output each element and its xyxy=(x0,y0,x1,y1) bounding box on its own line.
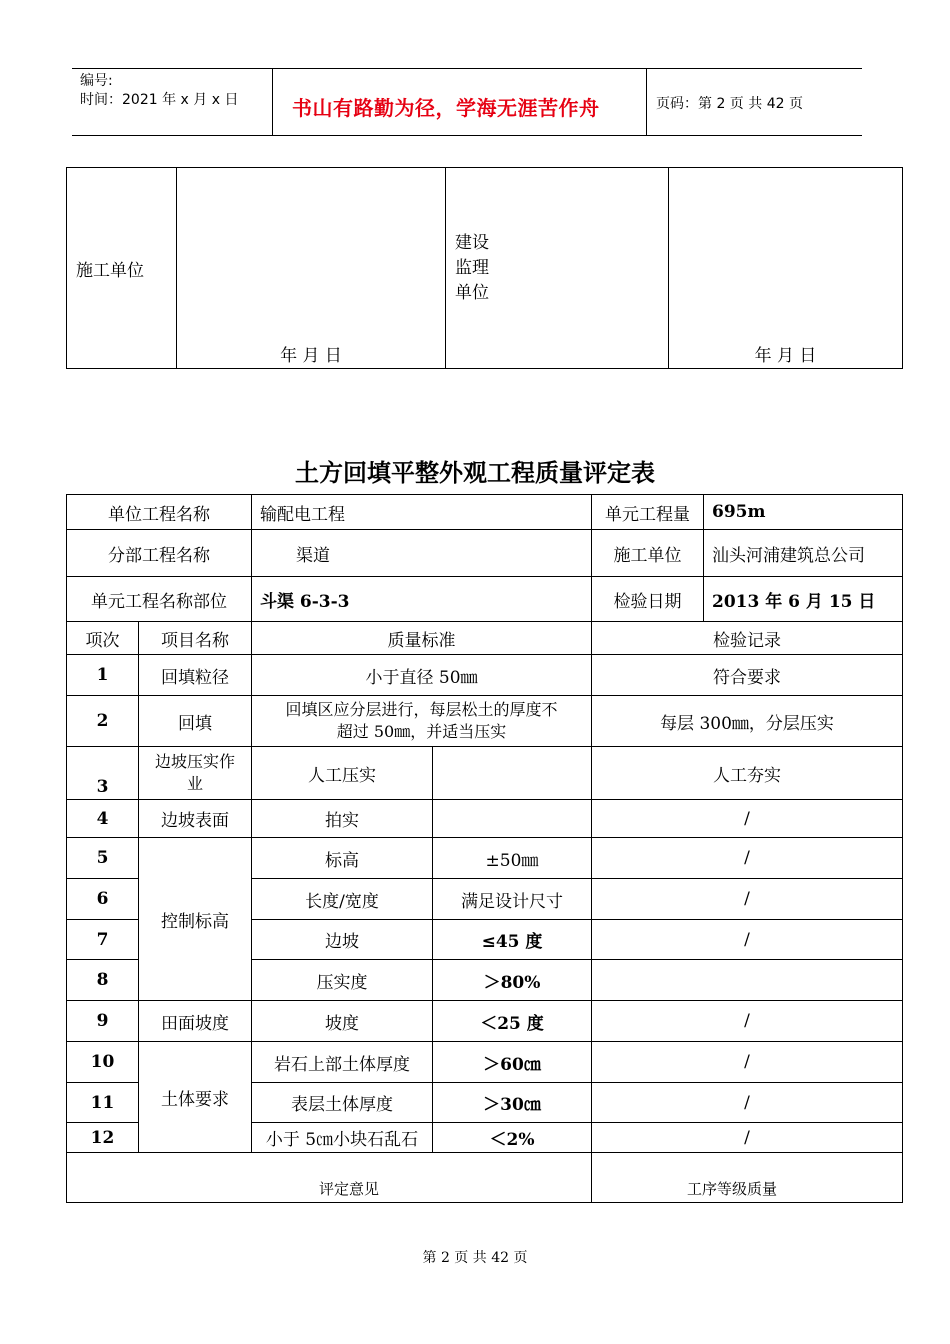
row-7-standard: ≤45 度 xyxy=(433,920,592,960)
row-5-standard: ±50㎜ xyxy=(433,838,592,879)
row-3-standard: 人工压实 xyxy=(252,747,433,800)
header-bottom-rule xyxy=(72,135,862,136)
row-12-standard: ＜2% xyxy=(433,1123,592,1153)
row-8-sub: 压实度 xyxy=(252,960,433,1001)
soil-requirement-group: 土体要求 xyxy=(139,1042,252,1153)
row-9-standard: ＜25 度 xyxy=(433,1001,592,1042)
element-name-label: 单元工程名称部位 xyxy=(67,577,252,622)
header-top-rule xyxy=(72,68,862,69)
sub-project-label: 分部工程名称 xyxy=(67,530,252,577)
construction-unit-label: 施工单位 xyxy=(67,168,177,369)
inspection-date-label: 检验日期 xyxy=(592,577,704,622)
form-title: 土方回填平整外观工程质量评定表 xyxy=(295,458,655,487)
row-2-standard-line-1: 回填区应分层进行，每层松土的厚度不 xyxy=(285,700,558,719)
row-3-name xyxy=(139,747,252,800)
row-10-sub: 岩石上部土体厚度 xyxy=(252,1042,433,1083)
header-motto: 书山有路勤为径，学海无涯苦作舟 xyxy=(292,96,600,120)
row-1-record: 符合要求 xyxy=(592,655,903,696)
signature-table xyxy=(66,167,903,369)
row-5-sub: 标高 xyxy=(252,838,433,879)
row-9-name: 田面坡度 xyxy=(139,1001,252,1042)
row-5-record: / xyxy=(592,838,903,879)
evaluation-opinion-label: 评定意见 xyxy=(67,1153,592,1203)
col-inspection-record: 检验记录 xyxy=(592,622,903,655)
doc-code-label: 编号: xyxy=(80,73,113,89)
row-9-record: / xyxy=(592,1001,903,1042)
row-8-record xyxy=(592,960,903,1001)
row-8-no: 8 xyxy=(67,960,139,1001)
row-11-record: / xyxy=(592,1083,903,1123)
row-10-record: / xyxy=(592,1042,903,1083)
row-2-name: 回填 xyxy=(139,696,252,747)
row-2-record: 每层 300㎜，分层压实 xyxy=(592,696,903,747)
row-10-no: 10 xyxy=(67,1042,139,1083)
inspection-date-value: 2013 年 6 月 15 日 xyxy=(704,577,903,622)
col-item-name: 项目名称 xyxy=(139,622,252,655)
row-1-standard: 小于直径 50㎜ xyxy=(252,655,592,696)
supervision-sign-date: 年 月 日 xyxy=(669,168,903,369)
unit-quantity-value: 695m xyxy=(704,495,903,530)
unit-quantity-label: 单元工程量 xyxy=(592,495,704,530)
row-8-standard: ＞80% xyxy=(433,960,592,1001)
page-footer: 第 2 页 共 42 页 xyxy=(422,1250,528,1266)
row-2-standard xyxy=(252,696,592,747)
header-divider-right xyxy=(646,68,647,135)
element-name-value: 斗渠 6-3-3 xyxy=(252,577,592,622)
row-6-sub: 长度/宽度 xyxy=(252,879,433,920)
row-3-name-line-2: 业 xyxy=(186,774,203,793)
row-9-no: 9 xyxy=(67,1001,139,1042)
row-2-standard-line-2: 超过 50㎜，并适当压实 xyxy=(336,722,507,741)
row-6-standard: 满足设计尺寸 xyxy=(433,879,592,920)
doc-time-label: 时间：2021 年 x 月 x 日 xyxy=(80,92,239,108)
unit-project-label: 单位工程名称 xyxy=(67,495,252,530)
row-4-name: 边坡表面 xyxy=(139,800,252,838)
row-12-record: / xyxy=(592,1123,903,1153)
sub-project-value: 渠道 xyxy=(252,530,592,577)
evaluation-table xyxy=(66,494,903,1203)
header-divider-left xyxy=(272,68,273,135)
row-11-standard: ＞30㎝ xyxy=(433,1083,592,1123)
row-12-no: 12 xyxy=(67,1123,139,1153)
header-page-label: 页码：第 2 页 共 42 页 xyxy=(656,96,803,112)
row-4-standard: 拍实 xyxy=(252,800,433,838)
supervision-line-3: 单位 xyxy=(455,282,489,303)
row-2-no: 2 xyxy=(67,696,139,747)
row-7-sub: 边坡 xyxy=(252,920,433,960)
row-7-record: / xyxy=(592,920,903,960)
process-grade-label: 工序等级质量 xyxy=(592,1153,903,1203)
construction-unit-info-value: 汕头河浦建筑总公司 xyxy=(704,530,903,577)
row-3-standard-empty xyxy=(433,747,592,800)
row-3-record: 人工夯实 xyxy=(592,747,903,800)
col-quality-standard: 质量标准 xyxy=(252,622,592,655)
row-12-sub: 小于 5㎝小块石乱石 xyxy=(252,1123,433,1153)
row-6-record: / xyxy=(592,879,903,920)
row-4-standard-empty xyxy=(433,800,592,838)
row-4-no: 4 xyxy=(67,800,139,838)
row-6-no: 6 xyxy=(67,879,139,920)
row-4-record: / xyxy=(592,800,903,838)
row-11-sub: 表层土体厚度 xyxy=(252,1083,433,1123)
col-item-no: 项次 xyxy=(67,622,139,655)
supervision-line-2: 监理 xyxy=(455,257,489,278)
supervision-unit-label xyxy=(446,168,669,369)
row-3-no: 3 xyxy=(67,747,139,800)
row-5-no: 5 xyxy=(67,838,139,879)
control-elevation-group: 控制标高 xyxy=(139,838,252,1001)
row-9-sub: 坡度 xyxy=(252,1001,433,1042)
construction-sign-date: 年 月 日 xyxy=(177,168,446,369)
row-1-no: 1 xyxy=(67,655,139,696)
supervision-line-1: 建设 xyxy=(455,232,489,253)
row-1-name: 回填粒径 xyxy=(139,655,252,696)
construction-unit-info-label: 施工单位 xyxy=(592,530,704,577)
row-11-no: 11 xyxy=(67,1083,139,1123)
row-7-no: 7 xyxy=(67,920,139,960)
unit-project-value: 输配电工程 xyxy=(252,495,592,530)
row-3-name-line-1: 边坡压实作 xyxy=(154,752,235,771)
row-10-standard: ＞60㎝ xyxy=(433,1042,592,1083)
